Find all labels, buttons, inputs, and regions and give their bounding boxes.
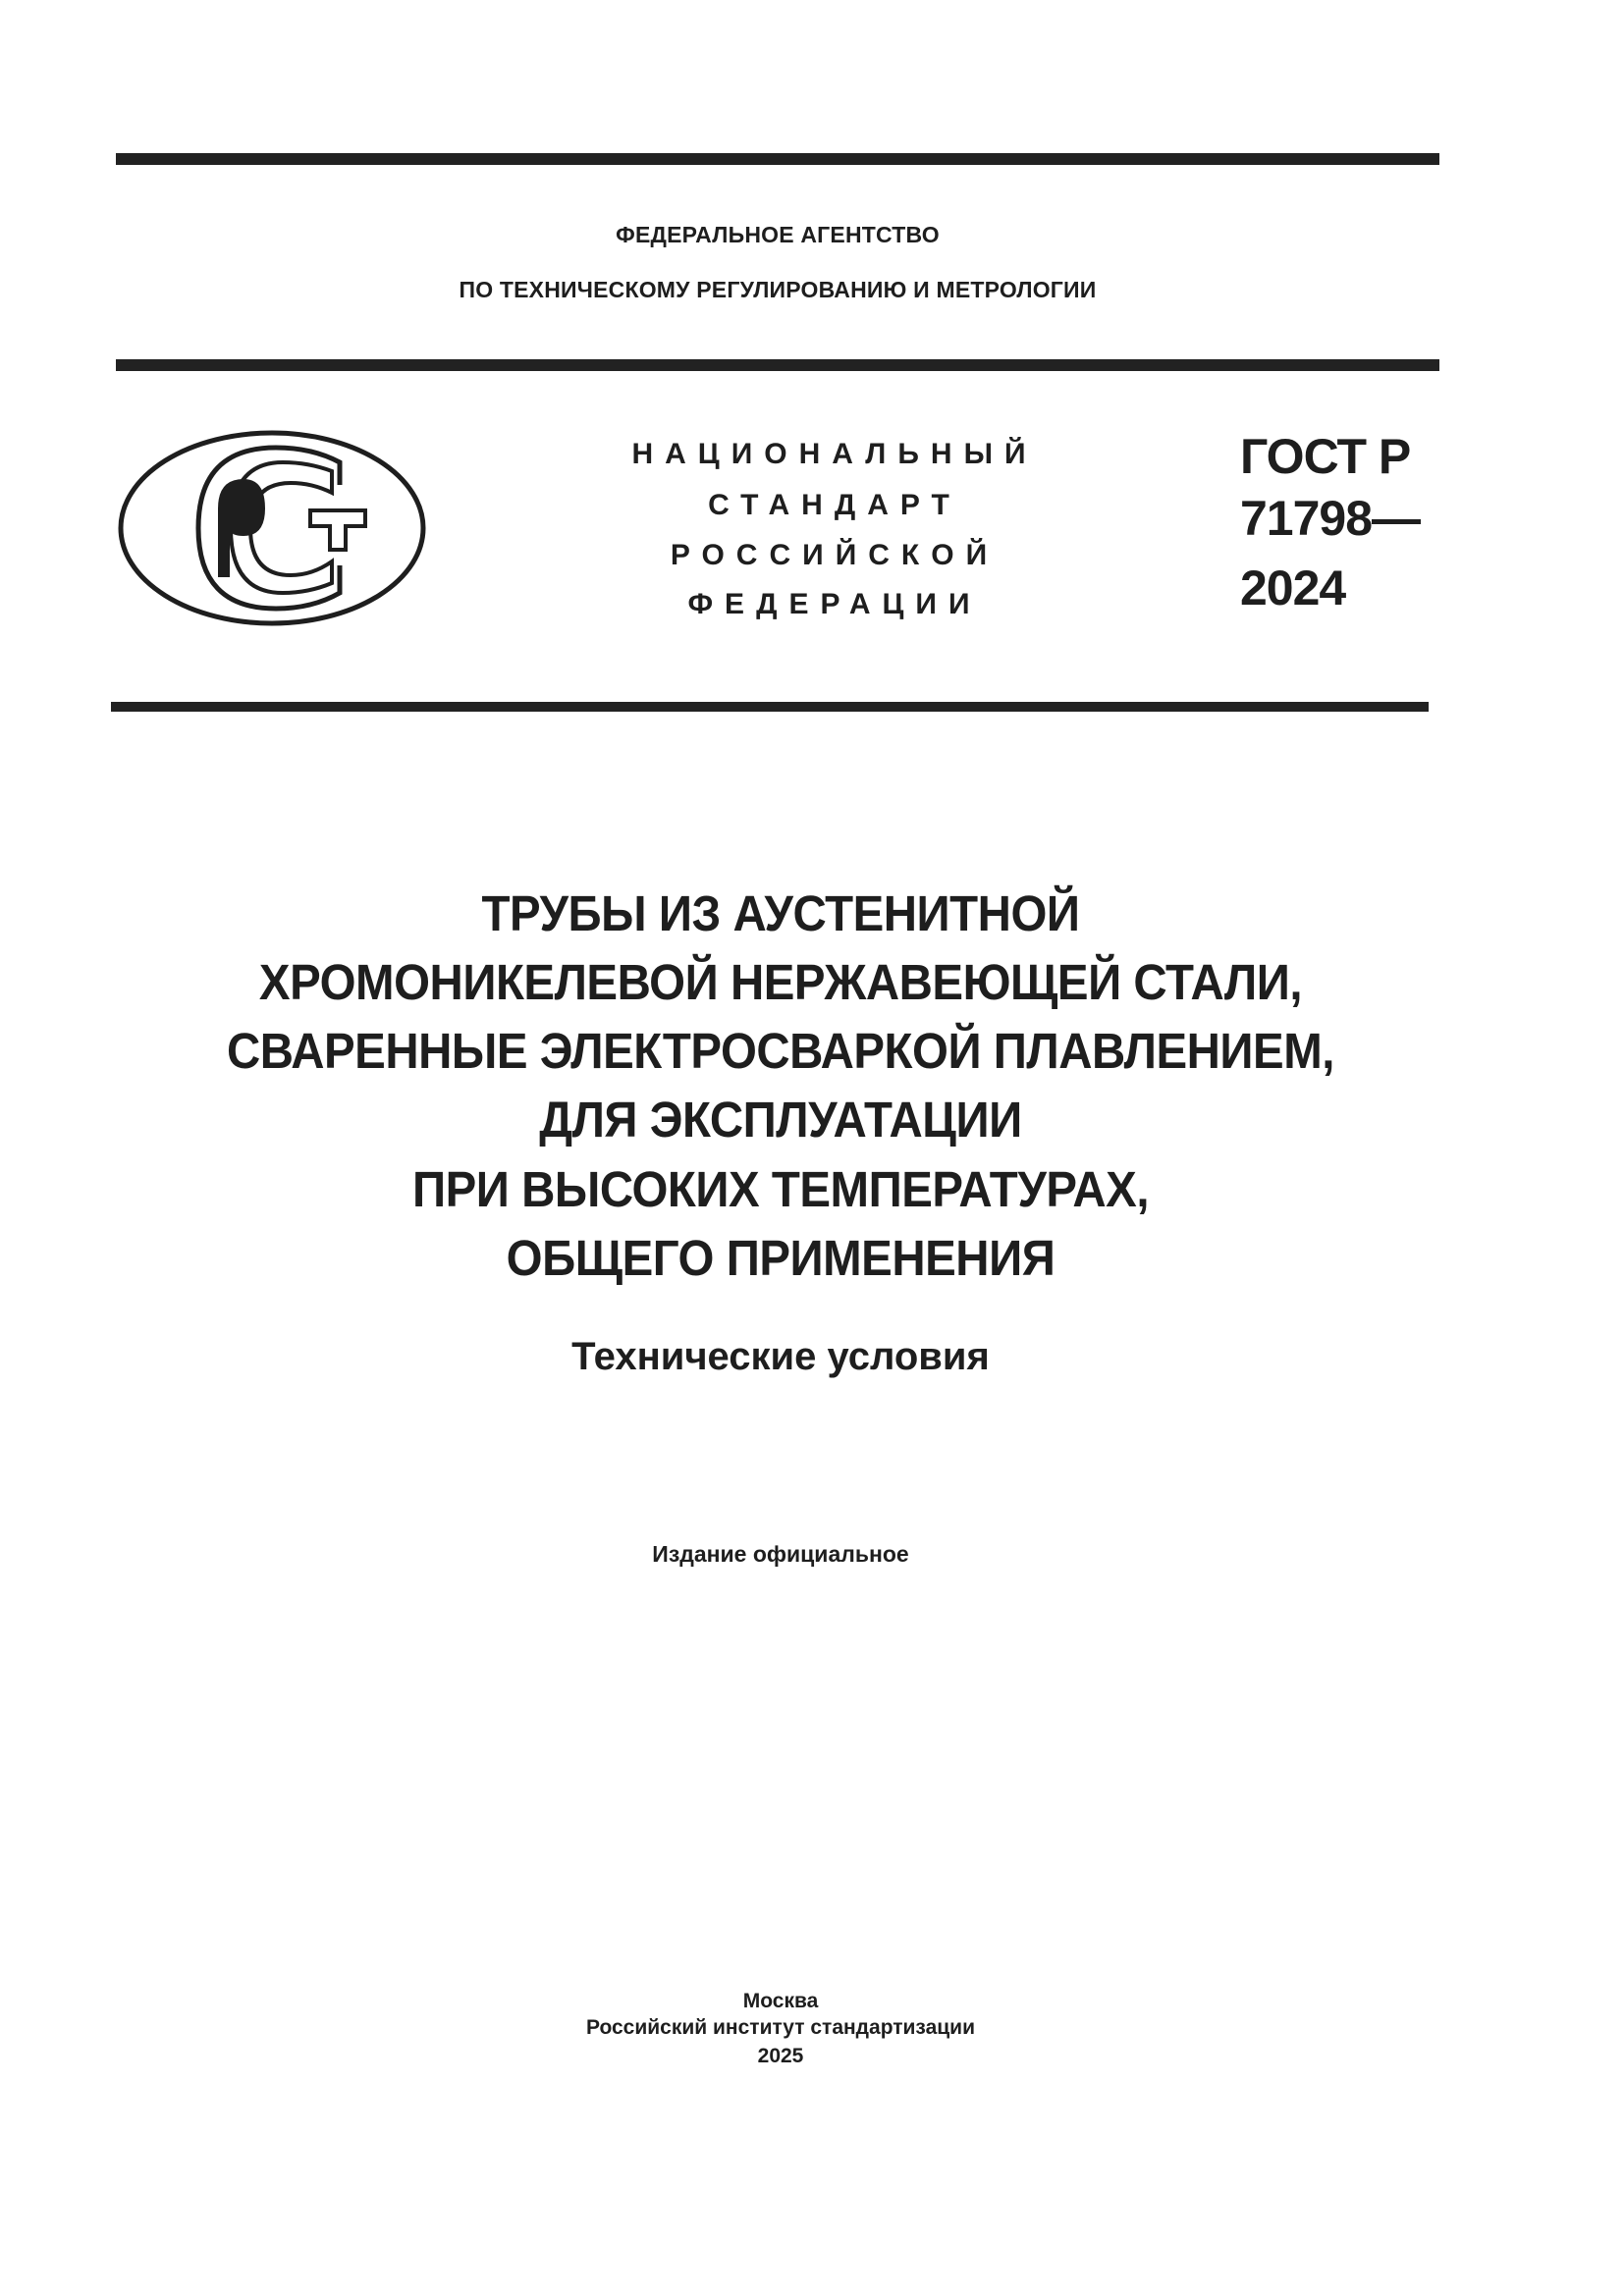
title-line-1: ТРУБЫ ИЗ АУСТЕНИТНОЙ: [481, 885, 1080, 941]
edition-label: Издание официальное: [652, 1541, 909, 1567]
title-line-6: ОБЩЕГО ПРИМЕНЕНИЯ: [506, 1230, 1056, 1286]
top-rule: [116, 153, 1439, 165]
gost-designation-line-2: 71798—: [1240, 491, 1421, 546]
footer-publisher: Российский институт стандартизации: [585, 2016, 976, 2039]
gost-designation-line-3: 2024: [1240, 561, 1346, 615]
title-line-4: ДЛЯ ЭКСПЛУАТАЦИИ: [539, 1092, 1022, 1148]
title-line-2: ХРОМОНИКЕЛЕВОЙ НЕРЖАВЕЮЩЕЙ СТАЛИ,: [258, 954, 1303, 1010]
agency-line-2: ПО ТЕХНИЧЕСКОМУ РЕГУЛИРОВАНИЮ И МЕТРОЛОГИИ: [459, 277, 1097, 302]
national-standard-line-4: ФЕДЕРАЦИИ: [687, 588, 982, 620]
title-line-5: ПРИ ВЫСОКИХ ТЕМПЕРАТУРАХ,: [411, 1161, 1150, 1217]
subtitle: Технические условия: [571, 1335, 990, 1378]
rst-certification-mark-icon: [116, 428, 428, 628]
footer-city: Москва: [742, 1990, 819, 2012]
title-line-3: СВАРЕННЫЕ ЭЛЕКТРОСВАРКОЙ ПЛАВЛЕНИЕМ,: [227, 1023, 1334, 1079]
footer-year: 2025: [757, 2045, 804, 2067]
national-standard-line-3: РОССИЙСКОЙ: [670, 539, 1000, 571]
standard-block-rule: [111, 702, 1429, 712]
national-standard-line-2: СТАНДАРТ: [708, 489, 961, 521]
national-standard-line-1: НАЦИОНАЛЬНЫЙ: [631, 438, 1038, 470]
header-rule: [116, 359, 1439, 371]
agency-line-1: ФЕДЕРАЛЬНОЕ АГЕНТСТВО: [616, 222, 940, 247]
gost-designation-line-1: ГОСТ Р: [1240, 429, 1411, 484]
